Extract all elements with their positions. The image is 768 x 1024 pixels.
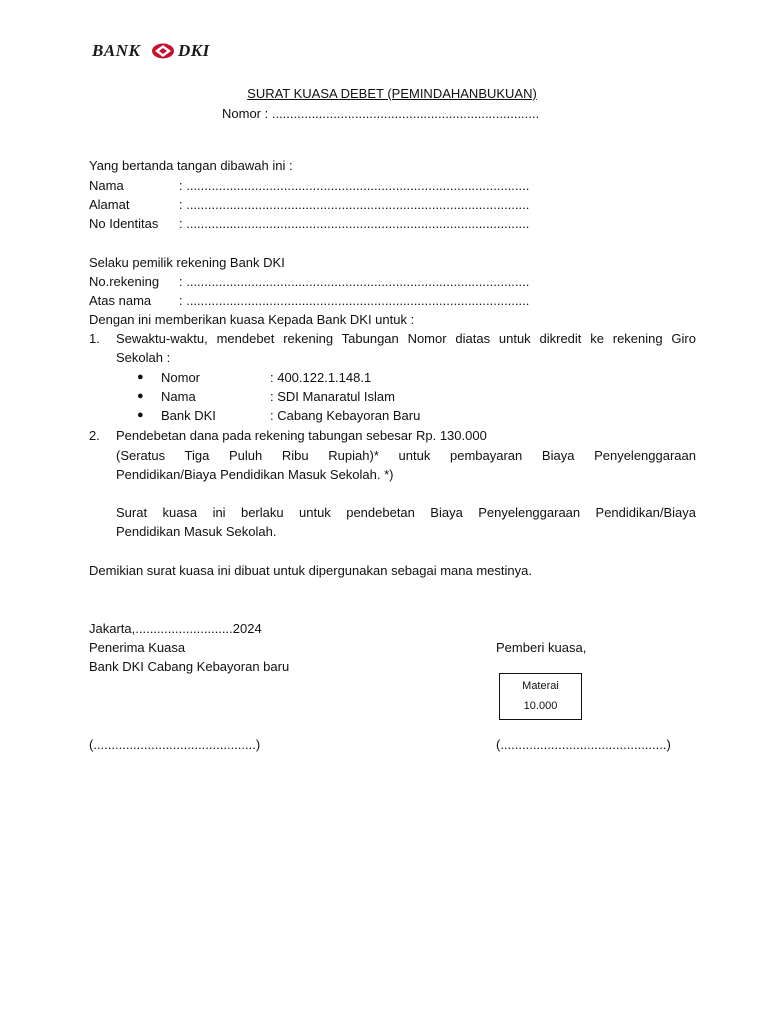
bullet-label-nomor: Nomor (161, 370, 201, 385)
materai-label: Materai (522, 680, 559, 692)
intro-text: Yang bertanda tangan dibawah ini : (89, 158, 293, 173)
item-1-line-2: Sekolah : (116, 350, 171, 365)
logo-right-text: DKI (178, 41, 210, 60)
bullet-label-nama: Nama (161, 389, 196, 404)
document-title: SURAT KUASA DEBET (PEMINDAHANBUKUAN) (247, 86, 537, 101)
field-label-no-identitas: No Identitas (89, 216, 159, 231)
bullet-icon: ● (137, 371, 144, 383)
bullet-value-nama: : SDI Manaratul Islam (270, 389, 395, 404)
item-2-line-1: Pendebetan dana pada rekening tabungan sebesar Rp. 130.000 (116, 428, 487, 443)
item-2-line-2: (Seratus Tiga Puluh Ribu Rupiah)* untuk pembayaran Biaya Penyelenggaraan (116, 448, 696, 463)
power-intro-text: Dengan ini memberikan kuasa Kepada Bank DKI untuk : (89, 312, 415, 327)
document-number-line: Nomor : .......................................................................... (222, 106, 540, 121)
field-label-no-rekening: No.rekening (89, 274, 160, 289)
item-1-number: 1. (89, 331, 100, 346)
field-value-nama: : ............................................................................................... (179, 178, 530, 193)
field-value-no-identitas: : ............................................................................................... (179, 216, 530, 231)
field-label-atas-nama: Atas nama (89, 293, 152, 308)
logo-left-text: BANK (92, 41, 141, 60)
field-value-no-rekening: : ............................................................................................... (179, 274, 530, 289)
closing-text: Demikian surat kuasa ini dibuat untuk dipergunakan sebagai mana mestinya. (89, 563, 532, 578)
signature-line-giver: (..............................................) (496, 737, 671, 752)
field-label-nama: Nama (89, 178, 124, 193)
bullet-icon: ● (137, 409, 144, 421)
item-2-number: 2. (89, 428, 100, 443)
receiver-label: Penerima Kuasa (89, 640, 186, 655)
place-date: Jakarta,...........................2024 (89, 621, 262, 636)
validity-note-line-2: Pendidikan Masuk Sekolah. (116, 524, 277, 539)
bullet-value-nomor: : 400.122.1.148.1 (270, 370, 372, 385)
receiver-org: Bank DKI Cabang Kebayoran baru (89, 659, 290, 674)
item-1-line-1: Sewaktu-waktu, mendebet rekening Tabungan Nomor diatas untuk dikredit ke rekening Giro (116, 331, 696, 346)
field-value-alamat: : ............................................................................................... (179, 197, 530, 212)
signature-line-receiver: (.............................................) (89, 737, 261, 752)
giver-label: Pemberi kuasa, (496, 640, 587, 655)
bullet-label-bank-dki: Bank DKI (161, 408, 216, 423)
materai-stamp-box (499, 673, 582, 720)
materai-value: 10.000 (523, 700, 558, 712)
bullet-value-bank-dki: : Cabang Kebayoran Baru (270, 408, 421, 423)
validity-note-line-1: Surat kuasa ini berlaku untuk pendebetan Biaya Penyelenggaraan Pendidikan/Biaya (116, 505, 696, 520)
field-value-atas-nama: : ............................................................................................... (179, 293, 530, 308)
bank-dki-emblem-icon (150, 42, 176, 60)
bank-dki-logo (92, 40, 252, 62)
bullet-icon: ● (137, 390, 144, 402)
item-2-line-3: Pendidikan/Biaya Pendidikan Masuk Sekolah. *) (116, 467, 394, 482)
owner-intro-text: Selaku pemilik rekening Bank DKI (89, 255, 285, 270)
field-label-alamat: Alamat (89, 197, 130, 212)
